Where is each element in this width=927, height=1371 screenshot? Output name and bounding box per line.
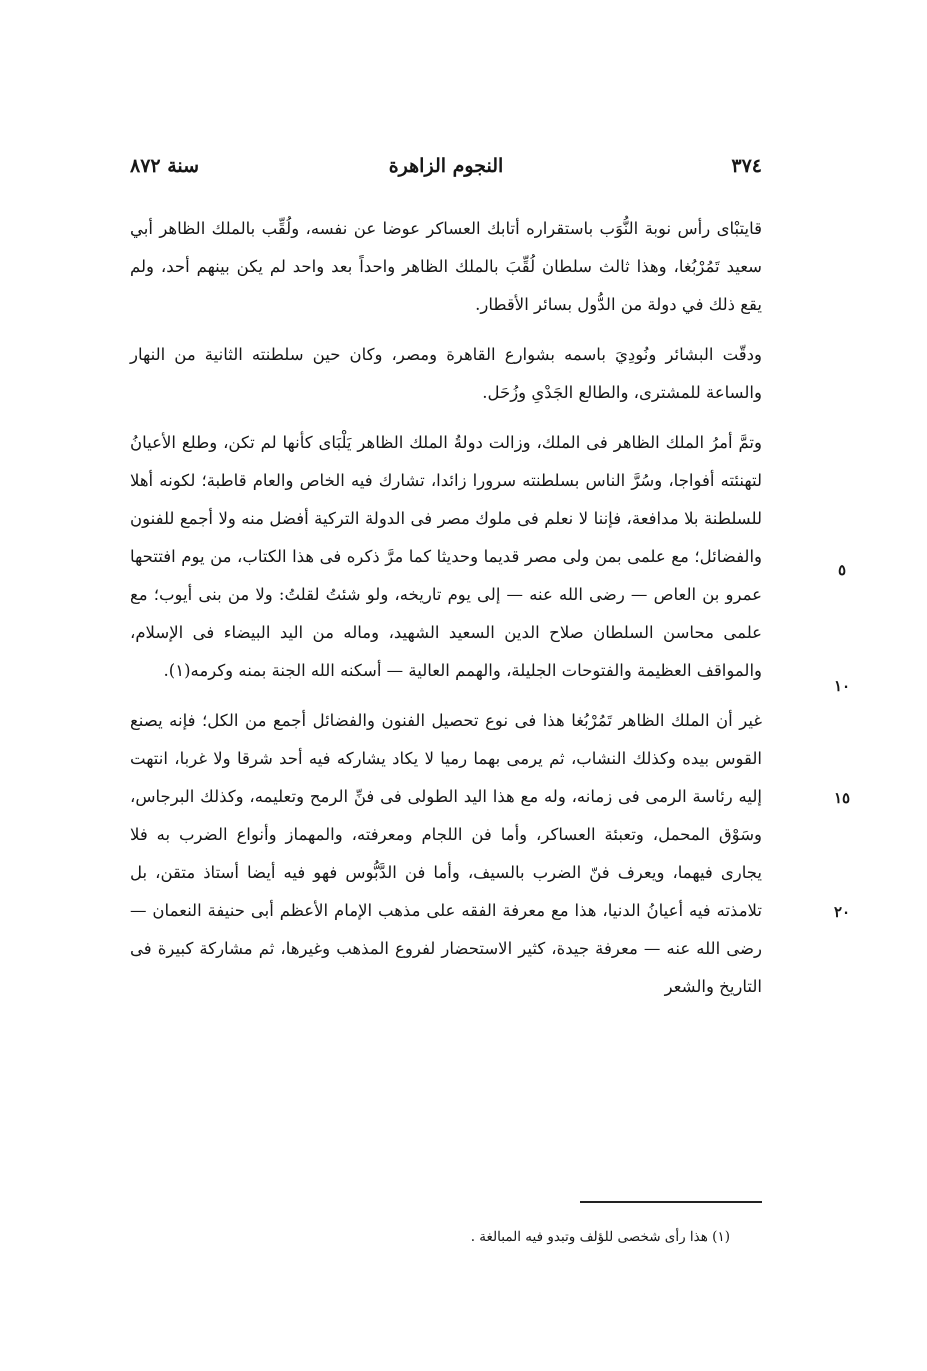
line-number-15: ١٥ bbox=[833, 789, 851, 807]
paragraph-2-text: ودقّت البشائر ونُودِيَ باسمه بشوارع القاهرة ومصر، وكان حين سلطنته الثانية من النهار والساعة للمشترى، والطالع الجَدْىِ وزُحَل. bbox=[130, 345, 762, 402]
paragraph-4-text: غير أن الملك الظاهر تَمُرْبُغا هذا فى نوع تحصيل الفنون والفضائل أجمع من الكل؛ فإنه يصنع القوس بيده وكذلك النشاب، ثم يرمى بهما رميا لا يكاد يشاركه فيه أحد شرقا ولا غربا، انتهت إليه رئاسة الرمى فى زمانه، وله مع هذا اليد الطولى فى فنِّ الرمح وتعليمه، وكذلك البرجاس، وسَوْق المحمل، وتعبئة العساكر، وأما فن اللجام ومعرفته، والمهماز وأنواع الضرب به فلا يجارى فيهما، ويعرف فنّ الضرب بالسيف، وأما فن الدَّبُّوس فهو فيه أيضا أستاذ متقن، بل تلامذته فيه أعيانُ الدنيا، هذا مع معرفة الفقه على مذهب الإمام الأعظم أبى حنيفة النعمان — رضى الله عنه — معرفة جيدة، كثير الاستحضار لفروع المذهب وغيرها، ثم مشاركة كبيرة فى التاريخ والشعر bbox=[130, 711, 762, 996]
paragraph-4 bbox=[130, 702, 851, 1006]
paragraph-1 bbox=[130, 210, 762, 324]
body-text bbox=[130, 210, 851, 1006]
running-title: النجوم الزاهرة bbox=[388, 155, 504, 177]
line-number-5: ٥ bbox=[837, 561, 847, 579]
paragraph-3 bbox=[130, 424, 851, 695]
footnote-divider bbox=[580, 1201, 762, 1203]
page-header bbox=[130, 148, 762, 184]
page-number: ٣٧٤ bbox=[731, 155, 762, 177]
paragraph-3-text: وتمَّ أمرُ الملك الظاهر فى الملك، وزالت دولةُ الملك الظاهر يَلْبَاى كأنها لم تكن، وطلع الأعيانُ لتهنئته أفواجا، وسُرَّ الناس بسلطنته سرورا زائدا، تشارك فيه الخاص والعام قاطبة؛ لكونه أهلا للسلطنة بلا مدافعة، فإننا لا نعلم فى ملوك مصر فى الدولة التركية أفضل منه ولا أجمع للفنون والفضائل؛ مع علمى بمن ولى مصر قديما وحديثا كما مرَّ ذكره فى هذا الكتاب، من يوم افتتحها عمرو بن العاص — رضى الله عنه — إلى يوم تاريخه، ولو شئتُ لقلتُ: ولا من بنى أيوب؛ مع علمى محاسن السلطان صلاح الدين السعيد الشهيد، وماله من اليد البيضاء فى الإسلام، والمواقف العظيمة والفتوحات الجليلة، والهمم العالية — أسكنه الله الجنة بمنه وكرمه(١). bbox=[130, 433, 762, 680]
footnote: (١) هذا رأى شخصى للؤلف وتبدو فيه المبالغة . bbox=[470, 1229, 730, 1245]
year-label: سنة ٨٧٢ bbox=[130, 155, 200, 177]
line-number-10: ١٠ bbox=[833, 677, 851, 695]
paragraph-1-text: قايتبْاى رأس نوبة النُّوَب باستقراره أتابك العساكر عوضا عن نفسه، ولُقِّب بالملك الظاهر أبي سعيد تَمُرْبُغا، وهذا ثالث سلطان لُقِّبَ بالملك الظاهر واحداً بعد واحد لم يكن بينهم أحد، ولم يقع ذلك في دولة من الدُّول بسائر الأقطار. bbox=[130, 219, 762, 314]
line-number-20: ٢٠ bbox=[833, 903, 851, 921]
